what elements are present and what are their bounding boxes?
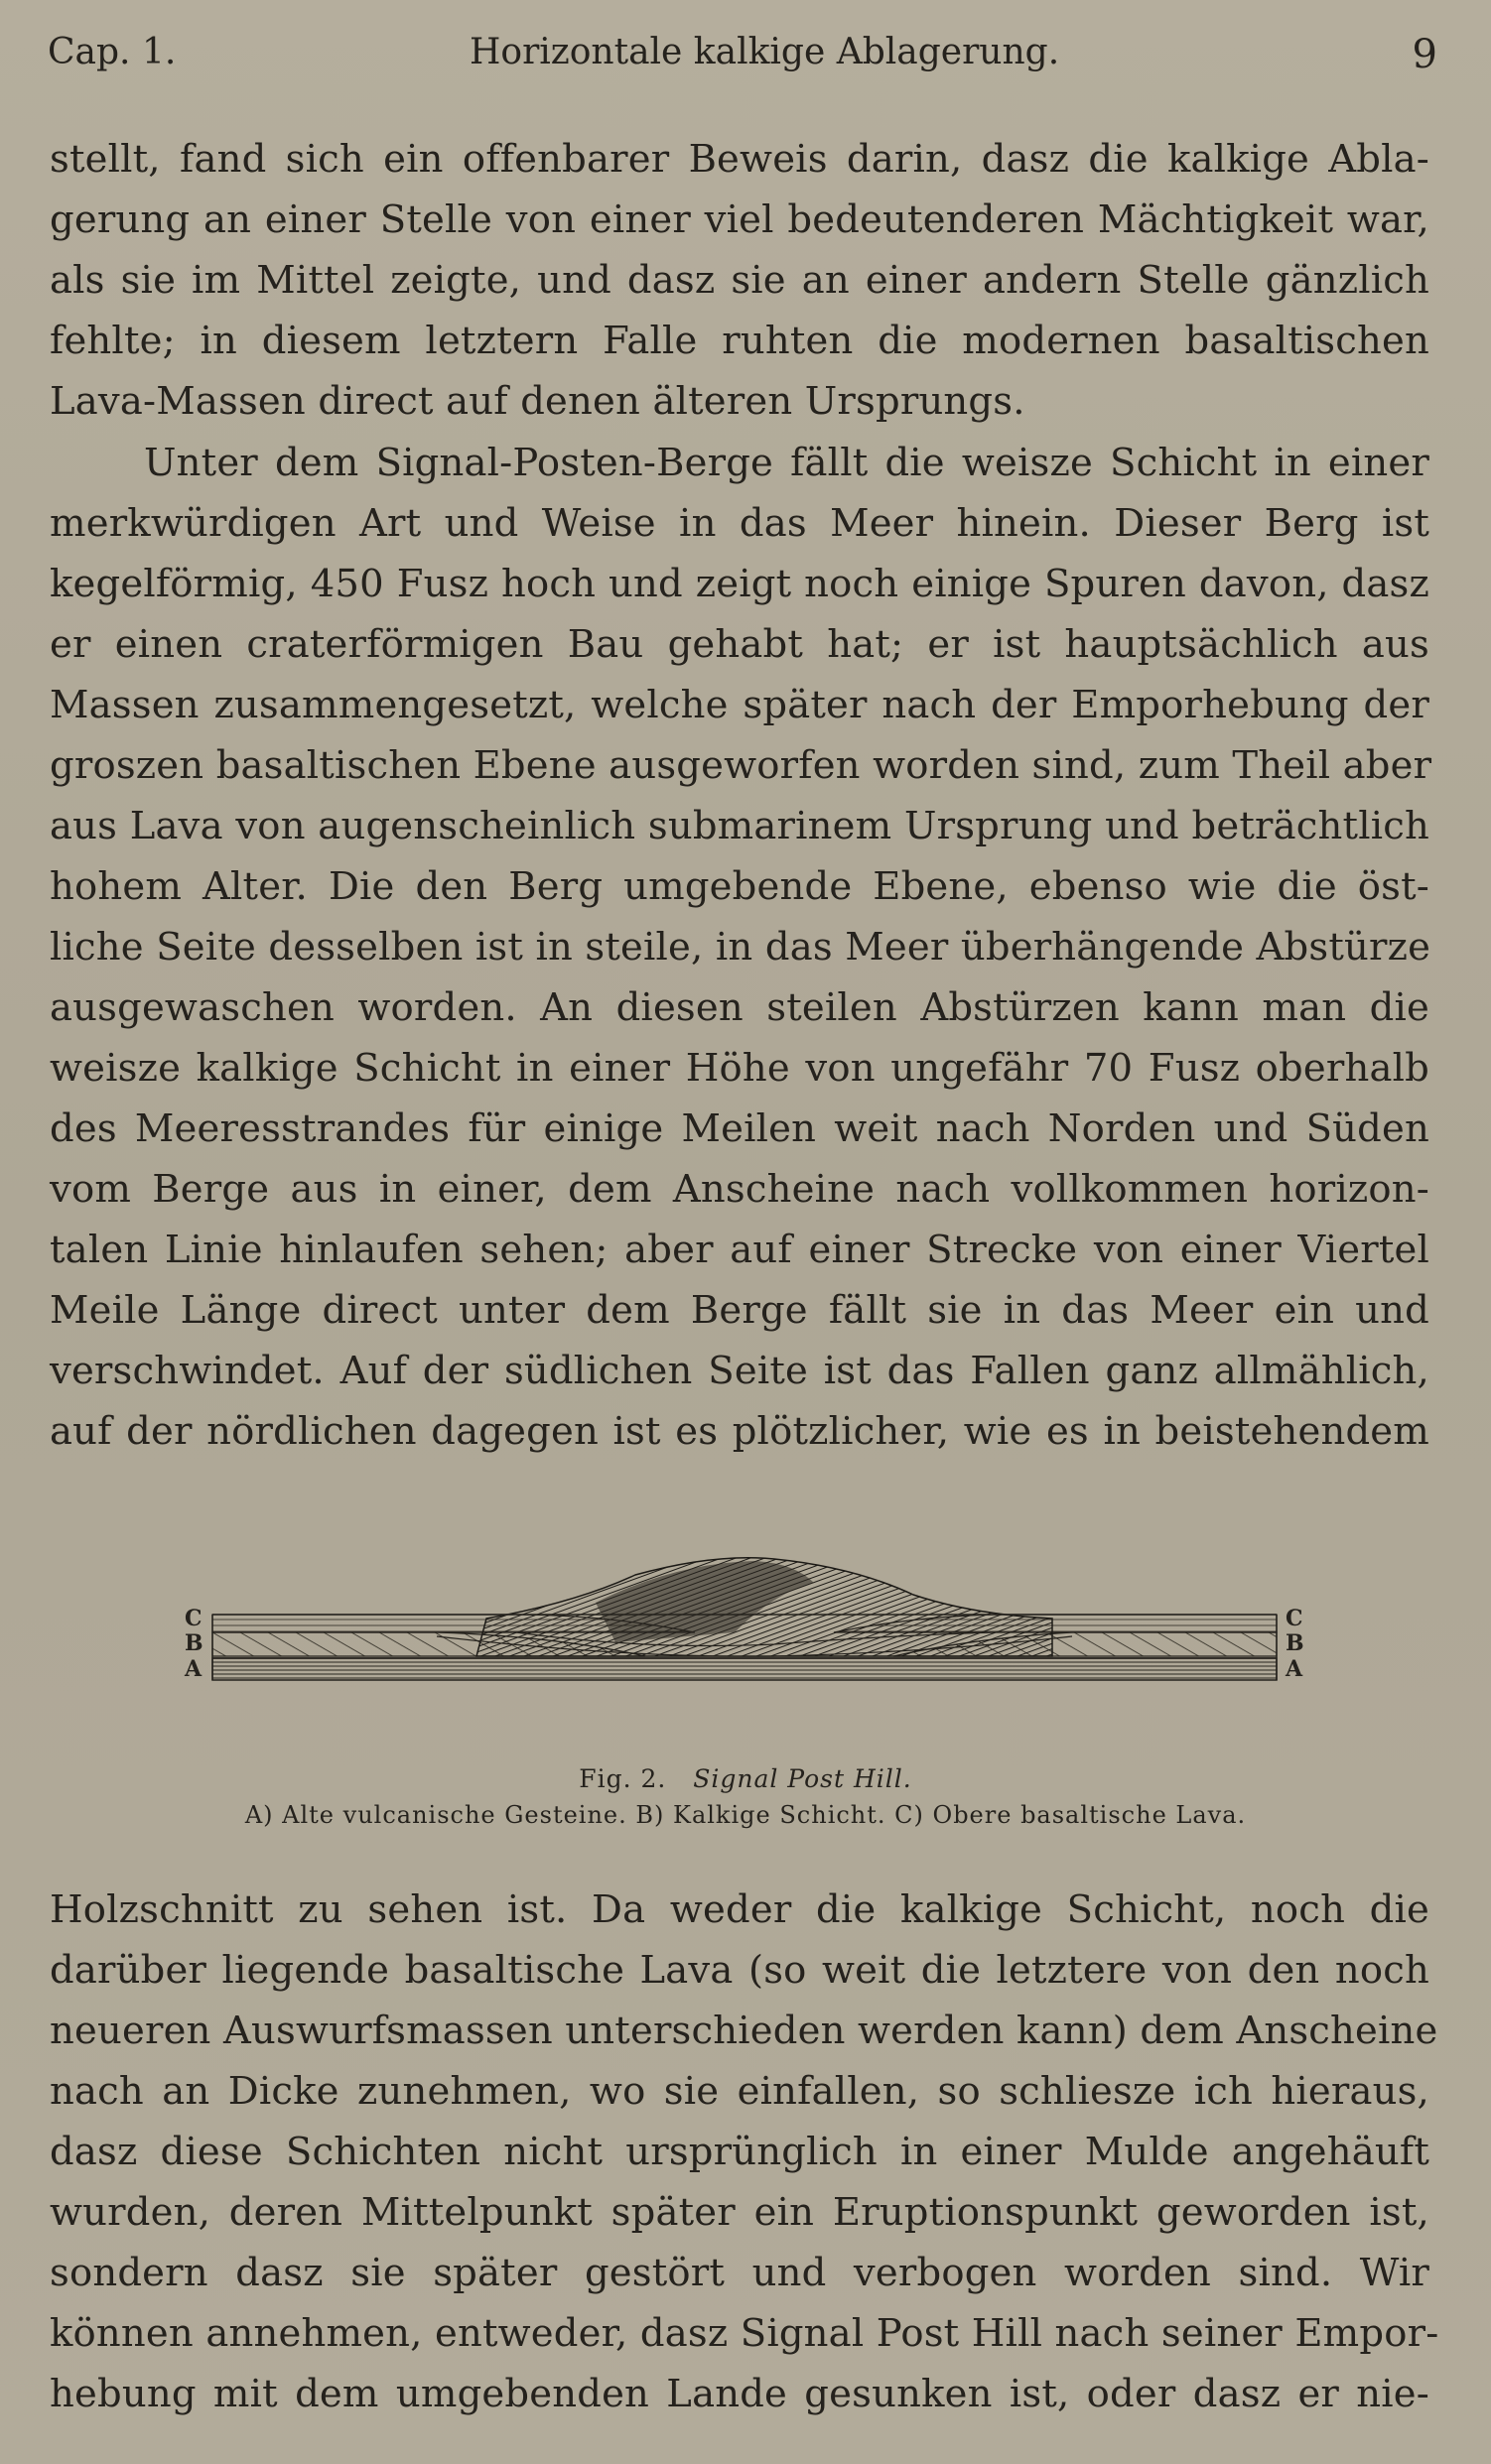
- text-line: neueren Auswurfsmassen unterschieden werden kann) dem Anscheine: [50, 2009, 1438, 2053]
- text-line: weisze kalkige Schicht in einer Höhe von ungefähr 70 Fusz oberhalb: [50, 1046, 1429, 1091]
- text-line: sondern dasz sie später gestört und verbogen worden sind. Wir: [50, 2251, 1429, 2295]
- paragraph-2: [50, 433, 1432, 1462]
- text-line: vom Berge aus in einer, dem Anscheine nach vollkommen horizon-: [50, 1167, 1429, 1212]
- signal-post-hill-figure: [179, 1533, 1310, 1707]
- layer-label-c-left: C: [185, 1606, 203, 1631]
- running-title: Horizontale kalkige Ablagerung.: [470, 32, 1060, 72]
- text-line: ausgewaschen worden. An diesen steilen Abstürzen kann man die: [50, 985, 1429, 1030]
- text-line: er einen craterförmigen Bau gehabt hat; er ist hauptsächlich aus: [50, 622, 1429, 667]
- page-header: [48, 32, 1437, 91]
- text-line: können annehmen, entweder, dasz Signal Post Hill nach seiner Empor-: [50, 2311, 1439, 2356]
- page-number: 9: [1412, 32, 1437, 77]
- text-line: fehlte; in diesem letztern Falle ruhten die modernen basaltischen: [50, 319, 1429, 363]
- layer-label-b-left: B: [185, 1630, 203, 1656]
- layer-label-b-right: B: [1286, 1630, 1304, 1656]
- text-line: groszen basaltischen Ebene ausgeworfen worden sind, zum Theil aber: [50, 743, 1432, 788]
- text-line: darüber liegende basaltische Lava (so weit die letztere von den noch: [50, 1948, 1429, 1993]
- layer-a: [212, 1658, 1277, 1680]
- text-line: Meile Länge direct unter dem Berge fällt sie in das Meer ein und: [50, 1288, 1429, 1333]
- text-line: kegelförmig, 450 Fusz hoch und zeigt noch einige Spuren davon, dasz: [50, 562, 1429, 606]
- text-line: verschwindet. Auf der südlichen Seite ist das Fallen ganz allmählich,: [50, 1349, 1429, 1393]
- text-line: auf der nördlichen dagegen ist es plötzlicher, wie es in beistehendem: [50, 1409, 1429, 1454]
- figure-title: [0, 1764, 1491, 1793]
- text-line: hohem Alter. Die den Berg umgebende Ebene, ebenso wie die öst-: [50, 864, 1429, 909]
- text-line: dasz diese Schichten nicht ursprünglich in einer Mulde angehäuft: [50, 2130, 1429, 2174]
- text-line: Unter dem Signal-Posten-Berge fällt die weisze Schicht in einer: [144, 441, 1429, 485]
- figure-label: Fig. 2.: [579, 1764, 667, 1793]
- figure-name: Signal Post Hill.: [693, 1764, 912, 1793]
- layer-label-c-right: C: [1286, 1606, 1303, 1631]
- text-line: stellt, fand sich ein offenbarer Beweis darin, dasz die kalkige Abla-: [50, 137, 1429, 182]
- text-line: wurden, deren Mittelpunkt später ein Eruptionspunkt geworden ist,: [50, 2190, 1429, 2235]
- text-line: talen Linie hinlaufen sehen; aber auf einer Strecke von einer Viertel: [50, 1228, 1429, 1272]
- text-line: aus Lava von augenscheinlich submarinem Ursprung und beträchtlich: [50, 804, 1429, 848]
- figure-legend: A) Alte vulcanische Gesteine. B) Kalkige Schicht. C) Obere basaltische Lava.: [244, 1801, 1247, 1829]
- text-line: gerung an einer Stelle von einer viel bedeutenderen Mächtigkeit war,: [50, 197, 1429, 242]
- paragraph-3: [50, 1880, 1439, 2424]
- text-line: hebung mit dem umgebenden Lande gesunken ist, oder dasz er nie-: [50, 2372, 1429, 2416]
- text-line: merkwürdigen Art und Weise in das Meer hinein. Dieser Berg ist: [50, 501, 1429, 546]
- text-line: liche Seite desselben ist in steile, in das Meer überhängende Abstürze: [50, 925, 1431, 970]
- paragraph-1: [50, 129, 1429, 432]
- chapter-label: Cap. 1.: [48, 32, 177, 72]
- text-line: nach an Dicke zunehmen, wo sie einfallen, so schliesze ich hieraus,: [50, 2069, 1429, 2114]
- layer-label-a-left: A: [185, 1656, 203, 1682]
- text-line: Lava-Massen direct auf denen älteren Ursprungs.: [50, 379, 1025, 424]
- text-line: des Meeresstrandes für einige Meilen weit nach Norden und Süden: [50, 1106, 1429, 1151]
- text-line: Massen zusammengesetzt, welche später nach der Emporhebung der: [50, 683, 1429, 727]
- text-line: als sie im Mittel zeigte, und dasz sie an einer andern Stelle gänzlich: [50, 258, 1429, 303]
- text-line: Holzschnitt zu sehen ist. Da weder die kalkige Schicht, noch die: [50, 1887, 1429, 1932]
- layer-label-a-right: A: [1286, 1656, 1303, 1682]
